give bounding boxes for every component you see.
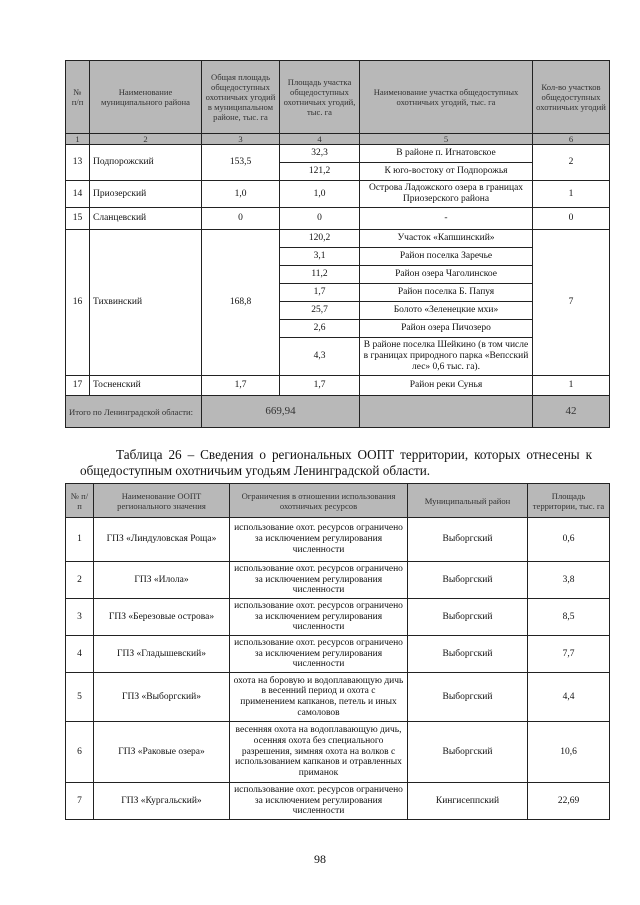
total-label: Итого по Ленинградской области:: [66, 396, 202, 428]
total-row: [66, 396, 610, 428]
table-row: [66, 636, 610, 673]
site-area: 1,7: [280, 376, 360, 396]
district-total-area: 1,7: [202, 376, 280, 396]
header-cell: Площадь территории, тыс. га: [528, 484, 610, 518]
row-number: 3: [66, 599, 94, 636]
total-count: 42: [533, 396, 610, 428]
header-cell: № п/п: [66, 61, 90, 134]
row-number: 4: [66, 636, 94, 673]
column-number: 4: [280, 134, 360, 145]
area-name: ГПЗ «Раковые озера»: [94, 722, 230, 783]
header-cell: Наименование ООПТ регионального значения: [94, 484, 230, 518]
district-name: Приозерский: [90, 181, 202, 208]
site-area: 3,1: [280, 248, 360, 266]
restriction: использование охот. ресурсов ограничено за исключением регулирования численности: [230, 562, 408, 599]
restriction: охота на боровую и водоплавающую дичь в весенний период и охота с применением капканов, петель и иных самоловов: [230, 673, 408, 722]
table-row: [66, 376, 610, 396]
site-count: 1: [533, 181, 610, 208]
restriction: использование охот. ресурсов ограничено за исключением регулирования численности: [230, 783, 408, 820]
area-size: 10,6: [528, 722, 610, 783]
area-name: ГПЗ «Илола»: [94, 562, 230, 599]
site-name: Район озера Чаголинское: [360, 266, 533, 284]
row-number: 16: [66, 230, 90, 376]
site-count: 2: [533, 145, 610, 181]
district-total-area: 1,0: [202, 181, 280, 208]
row-number: 1: [66, 518, 94, 562]
site-area: 25,7: [280, 302, 360, 320]
district-total-area: 153,5: [202, 145, 280, 181]
page-number: 98: [314, 852, 326, 866]
header-cell: Ограничения в отношении использования охотничьих ресурсов: [230, 484, 408, 518]
site-name: В районе поселка Шейкино (в том числе в границах природного парка «Вепсский лес» 0,6 тыс. га).: [360, 338, 533, 376]
site-name: Болото «Зеленецкие мхи»: [360, 302, 533, 320]
table-row: [66, 208, 610, 230]
site-count: 1: [533, 376, 610, 396]
site-count: 0: [533, 208, 610, 230]
site-name: -: [360, 208, 533, 230]
total-empty-cell: [360, 396, 533, 428]
header-cell: Площадь участка общедоступных охотничьих угодий, тыс. га: [280, 61, 360, 134]
row-number: 17: [66, 376, 90, 396]
row-number: 15: [66, 208, 90, 230]
district-name: Сланцевский: [90, 208, 202, 230]
header-cell: Кол-во участков общедоступных охотничьих угодий: [533, 61, 610, 134]
district-name: Подпорожский: [90, 145, 202, 181]
table-row: [66, 230, 610, 248]
column-number: 3: [202, 134, 280, 145]
table-row: [66, 562, 610, 599]
table-row: [66, 722, 610, 783]
district: Выборгский: [408, 722, 528, 783]
area-name: ГПЗ «Линдуловская Роща»: [94, 518, 230, 562]
site-count: 7: [533, 230, 610, 376]
total-area: 669,94: [202, 396, 360, 428]
table-row: [66, 518, 610, 562]
site-name: Острова Ладожского озера в границах Приозерского района: [360, 181, 533, 208]
table-row: [66, 599, 610, 636]
table-row: [66, 145, 610, 163]
row-number: 2: [66, 562, 94, 599]
table-caption: Таблица 26 – Сведения о региональных ООПТ территории, которых отнесены к общедоступным охотничьим угодьям Ленинградской области.: [80, 447, 592, 478]
column-number: 5: [360, 134, 533, 145]
site-name: Район озера Пичозеро: [360, 320, 533, 338]
row-number: 5: [66, 673, 94, 722]
area-size: 8,5: [528, 599, 610, 636]
site-area: 120,2: [280, 230, 360, 248]
site-name: К юго-востоку от Подпорожья: [360, 163, 533, 181]
header-cell: Наименование участка общедоступных охотничьих угодий, тыс. га: [360, 61, 533, 134]
area-size: 22,69: [528, 783, 610, 820]
district-total-area: 168,8: [202, 230, 280, 376]
area-size: 3,8: [528, 562, 610, 599]
area-size: 0,6: [528, 518, 610, 562]
district: Выборгский: [408, 673, 528, 722]
site-area: 0: [280, 208, 360, 230]
site-area: 32,3: [280, 145, 360, 163]
site-area: 1,7: [280, 284, 360, 302]
table-row: [66, 673, 610, 722]
site-area: 4,3: [280, 338, 360, 376]
table-hunting-grounds: [65, 60, 610, 428]
header-cell: № п/п: [66, 484, 94, 518]
table-row: [66, 783, 610, 820]
restriction: весенняя охота на водоплавающую дичь, осенняя охота без специального разрешения, зимняя охота на волков с использованием капканов и отравленных приманок: [230, 722, 408, 783]
area-size: 7,7: [528, 636, 610, 673]
header-cell: Наименование муниципального района: [90, 61, 202, 134]
column-number-row: [66, 134, 610, 145]
column-number: 6: [533, 134, 610, 145]
site-area: 11,2: [280, 266, 360, 284]
table-protected-areas: [65, 483, 610, 820]
site-area: 1,0: [280, 181, 360, 208]
site-area: 121,2: [280, 163, 360, 181]
table-row: [66, 181, 610, 208]
district: Выборгский: [408, 599, 528, 636]
area-name: ГПЗ «Кургальский»: [94, 783, 230, 820]
area-name: ГПЗ «Гладышевский»: [94, 636, 230, 673]
row-number: 13: [66, 145, 90, 181]
district: Выборгский: [408, 562, 528, 599]
area-size: 4,4: [528, 673, 610, 722]
row-number: 7: [66, 783, 94, 820]
restriction: использование охот. ресурсов ограничено за исключением регулирования численности: [230, 599, 408, 636]
restriction: использование охот. ресурсов ограничено за исключением регулирования численности: [230, 518, 408, 562]
area-name: ГПЗ «Березовые острова»: [94, 599, 230, 636]
site-name: Район поселка Заречье: [360, 248, 533, 266]
site-area: 2,6: [280, 320, 360, 338]
restriction: использование охот. ресурсов ограничено за исключением регулирования численности: [230, 636, 408, 673]
site-name: Участок «Капшинский»: [360, 230, 533, 248]
district: Выборгский: [408, 636, 528, 673]
header-cell: Муниципальный район: [408, 484, 528, 518]
row-number: 6: [66, 722, 94, 783]
district: Выборгский: [408, 518, 528, 562]
site-name: Район реки Сунья: [360, 376, 533, 396]
district-name: Тосненский: [90, 376, 202, 396]
header-cell: Общая площадь общедоступных охотничьих угодий в муниципальном районе, тыс. га: [202, 61, 280, 134]
site-name: Район поселка Б. Папуя: [360, 284, 533, 302]
site-name: В районе п. Игнатовское: [360, 145, 533, 163]
district-total-area: 0: [202, 208, 280, 230]
area-name: ГПЗ «Выборгский»: [94, 673, 230, 722]
column-number: 1: [66, 134, 90, 145]
district: Кингисеппский: [408, 783, 528, 820]
district-name: Тихвинский: [90, 230, 202, 376]
row-number: 14: [66, 181, 90, 208]
column-number: 2: [90, 134, 202, 145]
